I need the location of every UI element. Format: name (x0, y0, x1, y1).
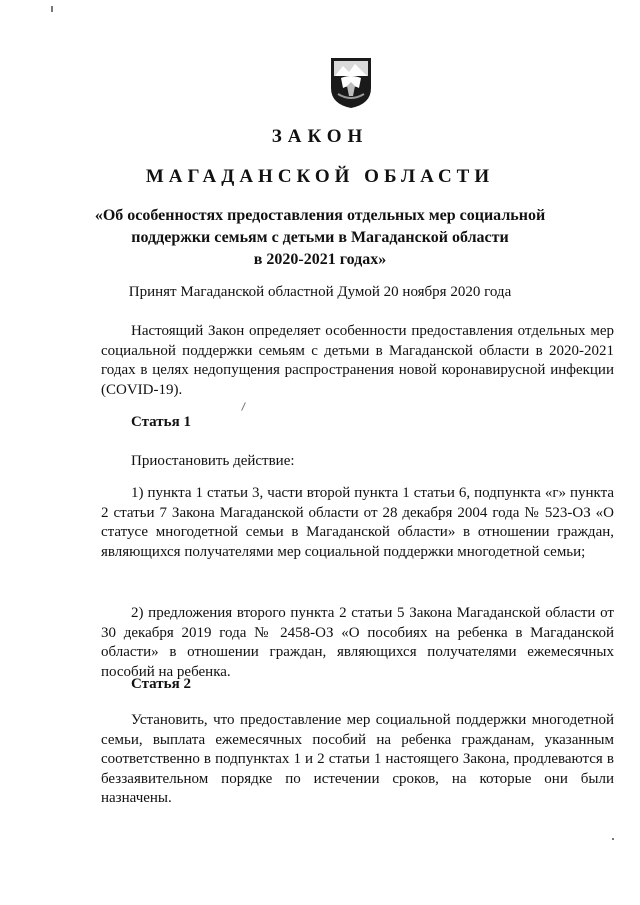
adoption-note: Принят Магаданской областной Думой 20 ноября 2020 года (128, 284, 512, 300)
article-2-heading: Статья 2 (131, 676, 191, 692)
coat-of-arms-icon (329, 56, 373, 110)
article-1-item-2: 2) предложения второго пункта 2 статьи 5 Закона Магаданской области от 30 декабря 2019 года № 2458-ОЗ «О пособиях на ребенка в Магаданской области» в отношении граждан, являющихся получателями ежемесячных пособий на ребенка. (101, 605, 614, 680)
article-1-lead: Приостановить действие: (131, 453, 295, 469)
document-region: МАГАДАНСКОЙ ОБЛАСТИ (145, 166, 495, 187)
document-subtitle (0, 205, 640, 271)
document-title: ЗАКОН (271, 126, 369, 147)
article-1-heading: Статья 1 (131, 414, 191, 430)
article-1-item-1: 1) пункта 1 статьи 3, части второй пункта 1 статьи 6, подпункта «г» пункта 2 статьи 7 Закона Магаданской области от 28 декабря 2004 года № 523-ОЗ «О статусе многодетной семьи в Магаданской области» в отношении граждан, являющихся получателями мер социальной поддержки многодетной семьи; (101, 485, 614, 560)
subtitle-line: «Об особенностях предоставления отдельных мер социальной (94, 207, 546, 224)
scan-speck (51, 6, 53, 12)
scan-speck (612, 838, 614, 840)
intro-paragraph: Настоящий Закон определяет особенности предоставления отдельных мер социальной поддержки семьям с детьми в Магаданской области в 2020-2021 годах в целях недопущения распространения новой коронавирусной инфекции (COVID-19). (101, 323, 614, 398)
subtitle-line: в 2020-2021 годах» (253, 251, 387, 268)
scan-speck (241, 402, 246, 411)
subtitle-line: поддержки семьям с детьми в Магаданской области (131, 229, 509, 246)
article-2-text: Установить, что предоставление мер социальной поддержки многодетной семьи, выплата ежемесячных пособий на ребенка гражданам, указанным соответственно в подпунктах 1 и 2 статьи 1 настоящего Закона, продлеваются в беззаявительном порядке по истечении сроков, на которые они были назначены. (101, 712, 614, 806)
